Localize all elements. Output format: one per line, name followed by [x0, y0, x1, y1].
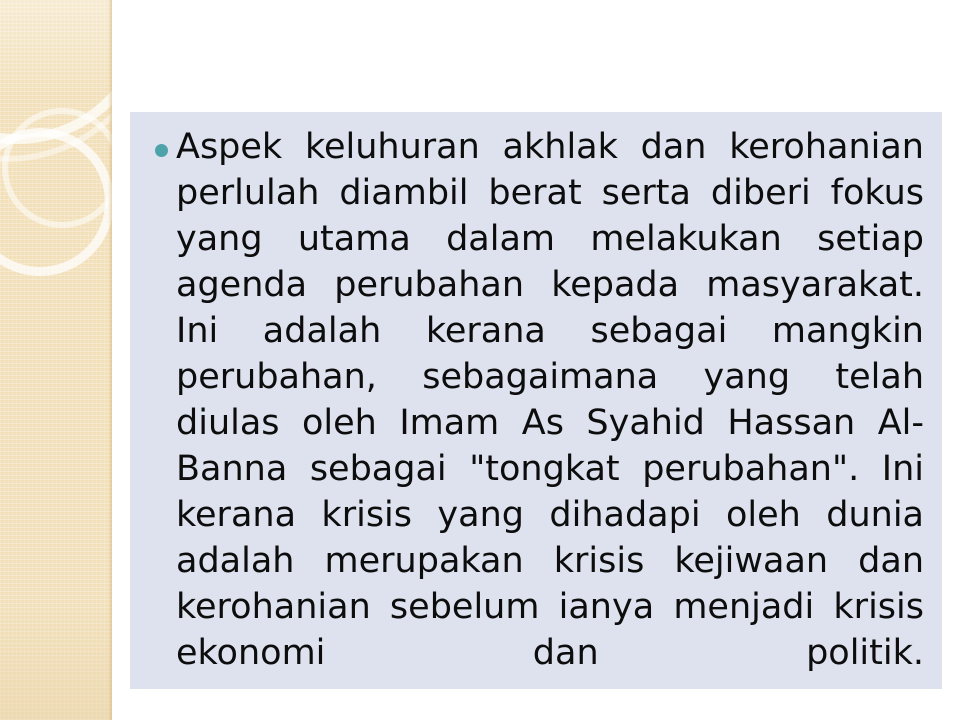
bullet-list-item	[146, 124, 930, 720]
decorative-left-band	[0, 0, 112, 720]
bullet-paragraph: Aspek keluhuran akhlak dan kerohanian perlulah diambil berat serta diberi fokus yang utama dalam melakukan setiap agenda perubahan kepada masyarakat. Ini adalah kerana sebagai mangkin perubahan, sebagaimana yang telah diulas oleh Imam As Syahid Hassan Al-Banna sebagai "tongkat perubahan". Ini kerana krisis yang dihadapi oleh dunia adalah merupakan krisis kejiwaan dan kerohanian sebelum ianya menjadi krisis ekonomi dan politik.	[176, 127, 924, 673]
bullet-dot-icon	[155, 144, 168, 157]
bullet-marker	[146, 124, 176, 157]
decorative-ring-small-icon	[2, 108, 112, 228]
band-tint-bottom	[0, 600, 112, 720]
band-edge	[108, 0, 112, 720]
content-panel	[130, 112, 942, 689]
band-tint-top	[0, 0, 112, 96]
